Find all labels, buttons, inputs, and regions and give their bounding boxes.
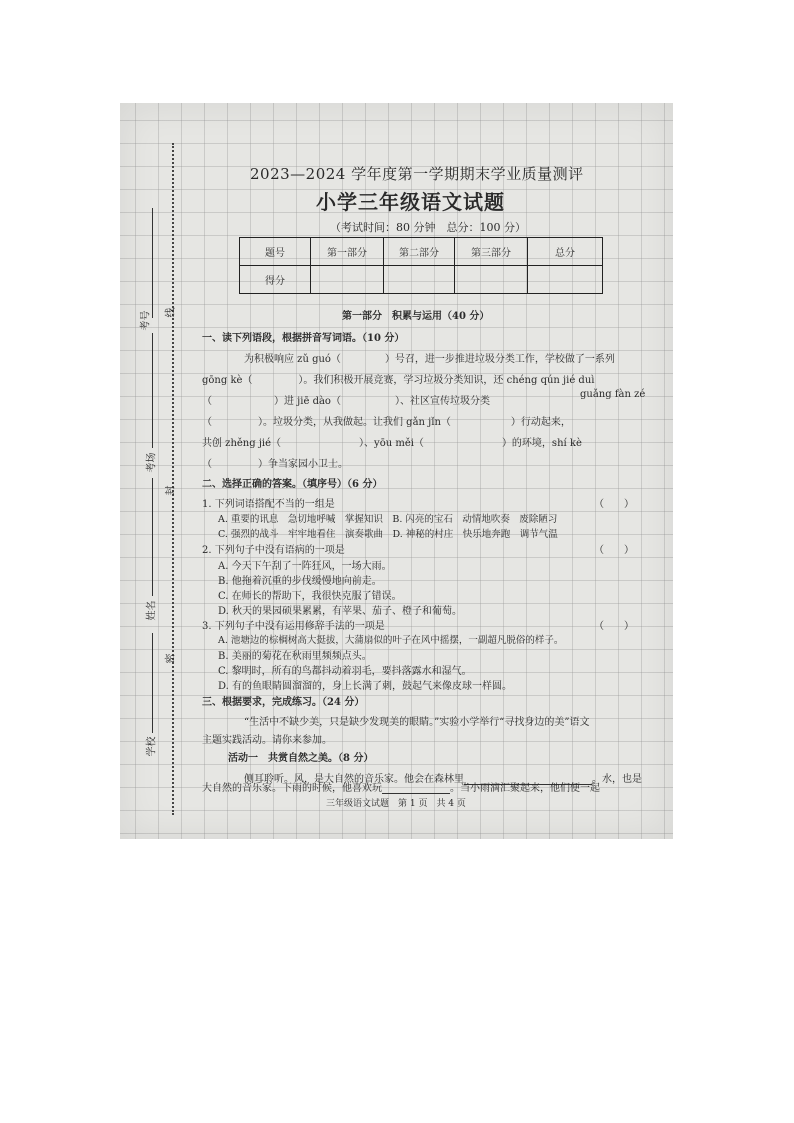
q1-text: ）进 jiē dào（ (274, 396, 341, 407)
q1-text: 为积极响应 zǔ guó（ (244, 354, 341, 365)
activity-text: 。水，也是 (592, 774, 642, 785)
q2-3-answer[interactable]: （ ） (594, 621, 634, 632)
score-cell-empty[interactable] (528, 266, 603, 294)
answer-blank[interactable] (382, 793, 450, 794)
activity-1-heading: 活动一 共赏自然之美。（8 分） (228, 753, 374, 764)
q2-1-stem: 1. 下列词语搭配不当的一组是 (202, 499, 335, 510)
q2-1-option-ab: A. 重要的讯息 急切地呼喊 掌握知识 B. 闪亮的宝石 动情地吹奏 废除陋习 (218, 514, 558, 525)
q1-text: 共创 zhěng jié（ (202, 438, 282, 449)
q1-text: ）。垃圾分类，从我做起。让我们 gǎn jǐn（ (258, 417, 451, 428)
score-cell-label: 题号 (240, 238, 311, 266)
q1-line-1 (244, 350, 615, 365)
q2-3-option-c: C. 黎明时，所有的鸟都抖动着羽毛，要抖落露水和湿气。 (218, 666, 472, 677)
score-table-score-row (240, 266, 603, 294)
q2-3-option-a: A. 池塘边的棕榈树高大挺拔，大蒲扇似的叶子在风中摇摆，一副超凡脱俗的样子。 (218, 635, 564, 646)
score-cell-empty[interactable] (384, 266, 455, 294)
activity-text: 侧耳聆听。风，是大自然的音乐家。他会在森林里 (244, 774, 464, 785)
exam-title: 2023—2024 学年度第一学期期末学业质量测评 (250, 165, 584, 183)
part1-title: 第一部分 积累与运用（40 分） (342, 311, 490, 322)
q2-heading: 二、选择正确的答案。（填序号）（6 分） (202, 479, 383, 490)
score-cell-part1: 第一部分 (311, 238, 384, 266)
q2-2-option-b: B. 他拖着沉重的步伐缓慢地向前走。 (218, 576, 382, 587)
q1-line-3 (202, 392, 490, 407)
q1-text: ）争当家园小卫士。 (258, 459, 348, 470)
q1-line-2 (202, 371, 594, 386)
score-cell-part2: 第二部分 (384, 238, 455, 266)
margin-school: 学校 (146, 736, 158, 757)
q3-heading: 三、根据要求，完成练习。（24 分） (202, 697, 365, 708)
q1-text: ）的环境，shí kè (501, 438, 582, 449)
q2-2-option-d: D. 秋天的果园硕果累累，有苹果、茄子、橙子和葡萄。 (218, 606, 463, 617)
q2-2-answer[interactable]: （ ） (594, 545, 634, 556)
activity-text: 大自然的音乐家。下雨的时候，他喜欢玩 (202, 783, 382, 794)
q1-text: ）、社区宣传垃圾分类 (394, 396, 490, 407)
activity-1-line-2 (202, 779, 600, 794)
score-cell-score-label: 得分 (240, 266, 311, 294)
q2-3-stem: 3. 下列句子中没有运用修辞手法的一项是 (202, 621, 385, 632)
q2-2-option-c: C. 在师长的帮助下，我很快克服了错误。 (218, 591, 402, 602)
q2-2-stem: 2. 下列句子中没有语病的一项是 (202, 545, 345, 556)
q1-text: （ (202, 396, 212, 407)
q2-1-option-cd: C. 强烈的战斗 牢牢地看住 演奏歌曲 D. 神秘的村庄 快乐地奔跑 调节气温 (218, 529, 558, 540)
paper-title: 小学三年级语文试题 (316, 190, 505, 214)
q1-pinyin-ze: guǎng fàn zé (580, 389, 646, 400)
score-cell-total: 总分 (528, 238, 603, 266)
q1-line-5 (202, 434, 582, 449)
q1-line-6 (202, 455, 348, 470)
exam-paper (120, 103, 673, 839)
score-table-header-row (240, 238, 603, 266)
q1-text: （ (202, 459, 212, 470)
margin-line-char: 线 (165, 307, 177, 318)
margin-exam-no: 考号 (140, 310, 152, 331)
q2-3-option-d: D. 有的鱼眼睛圆溜溜的，身上长满了刺，鼓起气来像皮球一样圆。 (218, 681, 513, 692)
exam-photo (120, 103, 673, 839)
score-table (239, 237, 603, 294)
q1-text: ）。我们积极开展竞赛，学习垃圾分类知识，还 chéng qún jié duì (298, 375, 595, 386)
activity-text: 。当小雨滴汇聚起来，他们便一起 (450, 783, 600, 794)
q3-intro-1: “生活中不缺少美，只是缺少发现美的眼睛。”实验小学举行“寻找身边的美”语文 (244, 717, 590, 728)
q1-heading: 一、读下列语段，根据拼音写词语。（10 分） (202, 333, 405, 344)
q1-text: gōng kè（ (202, 375, 253, 386)
q2-1-answer[interactable]: （ ） (594, 499, 634, 510)
margin-seal-char: 封 (165, 485, 177, 496)
score-cell-empty[interactable] (455, 266, 528, 294)
q1-text: ）号召，进一步推进垃圾分类工作，学校做了一系列 (384, 354, 615, 365)
score-cell-empty[interactable] (311, 266, 384, 294)
page-footer: 三年级语文试题 第 1 页 共 4 页 (326, 799, 466, 809)
exam-info: （考试时间：80 分钟 总分：100 分） (330, 221, 526, 234)
q1-text: （ (202, 417, 212, 428)
margin-name: 姓名 (146, 600, 158, 621)
q2-2-option-a: A. 今天下午刮了一阵狂风，一场大雨。 (218, 561, 392, 572)
margin-secret-char: 密 (165, 653, 177, 664)
q2-3-option-b: B. 美丽的菊花在秋雨里频频点头。 (218, 651, 372, 662)
q1-text: ）行动起来， (510, 417, 571, 428)
score-cell-part3: 第三部分 (455, 238, 528, 266)
margin-exam-room: 考场 (146, 452, 158, 473)
q3-intro-2: 主题实践活动。请你来参加。 (202, 735, 332, 746)
q1-text: ）、yōu měi（ (359, 438, 424, 449)
q1-line-4 (202, 413, 571, 428)
